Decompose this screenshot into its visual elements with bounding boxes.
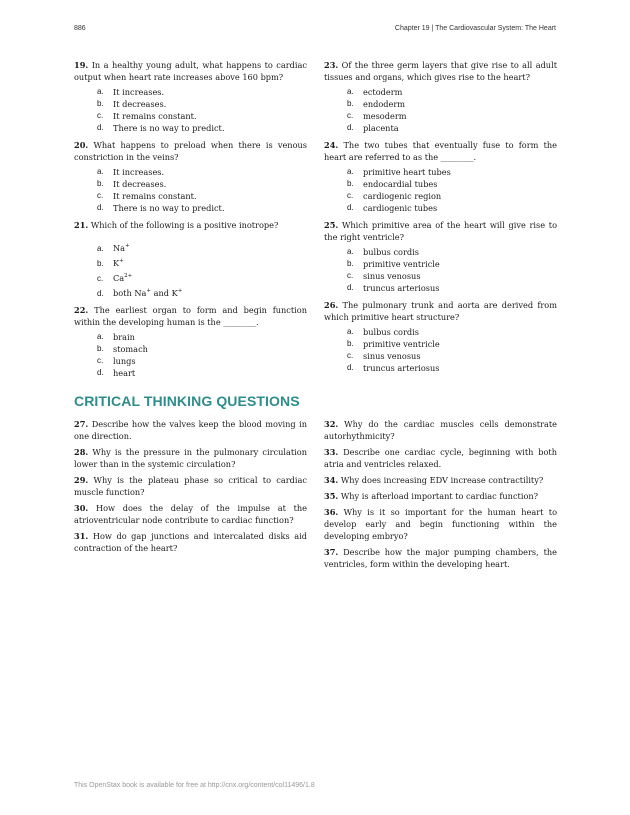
option: c. lungs [97,356,136,366]
question-27: 27. Describe how the valves keep the blood moving in one direction. [74,419,307,441]
option: c. sinus venosus [347,351,421,361]
question-26: 26. The pulmonary trunk and aorta are derived from which primitive heart structure? [324,300,557,322]
question-25: 25. Which primitive area of the heart will give rise to the right ventricle? [324,220,557,242]
question-34: 34. Why does increasing EDV increase contractility? [324,475,544,485]
option: a. ectoderm [347,87,403,97]
option: b. K+ [97,258,124,268]
question-21: 21. Which of the following is a positive inotrope? [74,220,279,230]
question-32: 32. Why do the cardiac muscles cells demonstrate autorhythmicity? [324,419,557,441]
option: c. It remains constant. [97,191,197,201]
option: a. It increases. [97,87,165,97]
option: d. There is no way to predict. [97,123,225,133]
option: b. endocardial tubes [347,179,438,189]
option: b. It decreases. [97,99,167,109]
option: c. mesoderm [347,111,407,121]
option: a. Na+ [97,243,130,253]
question-37: 37. Describe how the major pumping chambers, the ventricles, form within the developing heart. [324,547,557,569]
critical-column-left [74,418,307,558]
option: d. placenta [347,123,399,133]
option: b. primitive ventricle [347,259,440,269]
chapter-title: Chapter 19 | The Cardiovascular System: The Heart [394,25,556,32]
option: d. both Na+ and K+ [97,288,183,298]
option: b. It decreases. [97,179,167,189]
question-22: 22. The earliest organ to form and begin function within the developing human is the ________. [74,305,307,327]
question-30: 30. How does the delay of the impulse at the atrioventricular node contribute to cardiac function? [74,503,307,525]
question-31: 31. How do gap junctions and intercalated disks aid contraction of the heart? [74,531,307,553]
question-23: 23. Of the three germ layers that give rise to all adult tissues and organs, which gives rise to the heart? [324,60,557,82]
question-33: 33. Describe one cardiac cycle, beginning with both atria and ventricles relaxed. [324,447,557,469]
question-36: 36. Why is it so important for the human heart to develop early and begin functioning within the developing embryo? [324,507,558,541]
option: c. cardiogenic region [347,191,442,201]
question-29: 29. Why is the plateau phase so critical to cardiac muscle function? [74,475,307,497]
option: d. truncus arteriosus [347,363,440,373]
question-20: 20. What happens to preload when there is venous constriction in the veins? [74,140,307,162]
option: d. There is no way to predict. [97,203,225,213]
option: a. bulbus cordis [347,247,419,257]
review-column-right [324,59,557,374]
option: b. stomach [97,344,148,354]
question-24: 24. The two tubes that eventually fuse to form the heart are referred to as the ________. [324,140,558,162]
page-header [74,25,556,37]
critical-column-right [324,418,557,574]
question-35: 35. Why is afterload important to cardiac function? [324,491,539,501]
option: c. It remains constant. [97,111,197,121]
footer-text: This OpenStax book is available for free at http://cnx.org/content/col11496/1.8 [74,782,315,789]
option: a. primitive heart tubes [347,167,451,177]
option: b. endoderm [347,99,406,109]
option: d. truncus arteriosus [347,283,440,293]
option: a. bulbus cordis [347,327,419,337]
option: c. sinus venosus [347,271,421,281]
option: b. primitive ventricle [347,339,440,349]
option: d. cardiogenic tubes [347,203,438,213]
option: c. $Ca^{2+}$ [97,273,133,283]
section-title: CRITICAL THINKING QUESTIONS [74,393,300,409]
review-column-left [74,59,307,379]
option: a. brain [97,332,135,342]
option: d. heart [97,368,136,378]
question-28: 28. Why is the pressure in the pulmonary circulation lower than in the systemic circulation? [74,447,307,469]
option: a. It increases. [97,167,165,177]
question-19: 19. In a healthy young adult, what happens to cardiac output when heart rate increases above 160 bpm? [74,60,307,82]
page-number: 886 [74,25,86,32]
